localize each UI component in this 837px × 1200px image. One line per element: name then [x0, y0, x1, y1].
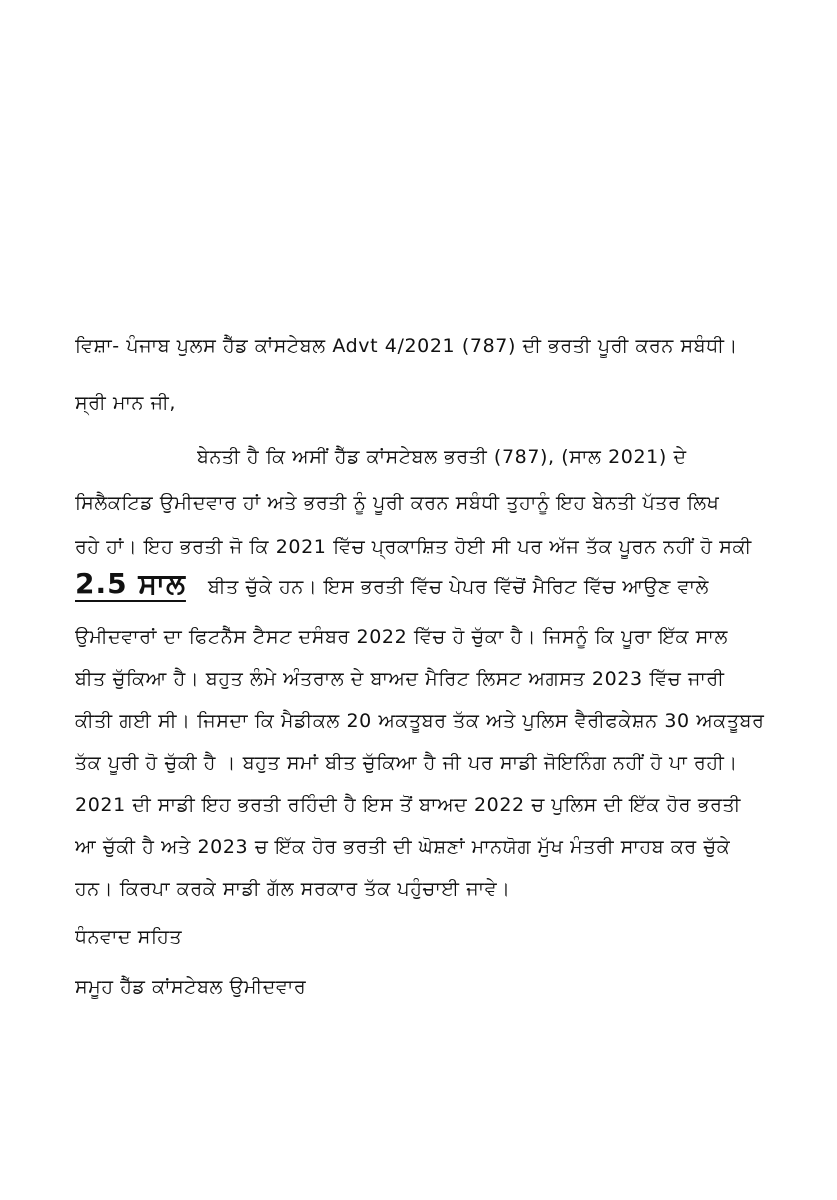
body-line-3: ਰਹੇ ਹਾਂ। ਇਹ ਭਰਤੀ ਜੋ ਕਿ 2021 ਵਿੱਚ ਪ੍ਰਕਾਸ਼ਿਤ ਹੋਈ ਸੀ ਪਰ ਅੱਜ ਤੱਕ ਪੂਰਨ ਨਹੀਂ ਹੋ ਸਕੀ: [75, 536, 752, 558]
body-line-9: 2021 ਦੀ ਸਾਡੀ ਇਹ ਭਰਤੀ ਰਹਿੰਦੀ ਹੈ ਇਸ ਤੋਂ ਬਾਅਦ 2022 ਚ ਪੁਲਿਸ ਦੀ ਇੱਕ ਹੋਰ ਭਰਤੀ: [75, 794, 741, 816]
closing: ਧੰਨਵਾਦ ਸਹਿਤ: [75, 926, 183, 948]
body-line-1: ਬੇਨਤੀ ਹੈ ਕਿ ਅਸੀਂ ਹੈੱਡ ਕਾਂਸਟੇਬਲ ਭਰਤੀ (787), (ਸਾਲ 2021) ਦੇ: [197, 446, 687, 468]
body-line-8: ਤੱਕ ਪੂਰੀ ਹੋ ਚੁੱਕੀ ਹੈ । ਬਹੁਤ ਸਮਾਂ ਬੀਤ ਚੁੱਕਿਆ ਹੈ ਜੀ ਪਰ ਸਾਡੀ ਜੋਇਨਿੰਗ ਨਹੀਂ ਹੋ ਪਾ ਰਹੀ।: [75, 752, 738, 774]
body-line-11: ਹਨ। ਕਿਰਪਾ ਕਰਕੇ ਸਾਡੀ ਗੱਲ ਸਰਕਾਰ ਤੱਕ ਪਹੁੰਚਾਈ ਜਾਵੇ।: [75, 878, 511, 900]
highlight-duration: 2.5 ਸਾਲ: [75, 567, 186, 600]
body-line-4-text: ਬੀਤ ਚੁੱਕੇ ਹਨ। ਇਸ ਭਰਤੀ ਵਿੱਚ ਪੇਪਰ ਵਿੱਚੋਂ ਮੈਰਿਟ ਵਿੱਚ ਆਉਣ ਵਾਲੇ: [207, 576, 709, 598]
subject-line: ਵਿਸ਼ਾ- ਪੰਜਾਬ ਪੁਲਸ ਹੈੱਡ ਕਾਂਸਟੇਬਲ Advt 4/2021 (787) ਦੀ ਭਰਤੀ ਪੂਰੀ ਕਰਨ ਸਬੰਧੀ।: [75, 335, 738, 357]
body-line-2: ਸਿਲੈਕਟਿਡ ਉਮੀਦਵਾਰ ਹਾਂ ਅਤੇ ਭਰਤੀ ਨੂੰ ਪੂਰੀ ਕਰਨ ਸਬੰਧੀ ਤੁਹਾਨੂੰ ਇਹ ਬੇਨਤੀ ਪੱਤਰ ਲਿਖ: [75, 492, 720, 514]
body-line-4: [75, 564, 765, 604]
body-line-7: ਕੀਤੀ ਗਈ ਸੀ। ਜਿਸਦਾ ਕਿ ਮੈਡੀਕਲ 20 ਅਕਤੂਬਰ ਤੱਕ ਅਤੇ ਪੁਲਿਸ ਵੈਰੀਫਕੇਸ਼ਨ 30 ਅਕਤੂਬਰ: [75, 710, 765, 732]
body-line-6: ਬੀਤ ਚੁੱਕਿਆ ਹੈ। ਬਹੁਤ ਲੰਮੇ ਅੰਤਰਾਲ ਦੇ ਬਾਅਦ ਮੈਰਿਟ ਲਿਸਟ ਅਗਸਤ 2023 ਵਿੱਚ ਜਾਰੀ: [75, 668, 725, 690]
signature: ਸਮੂਹ ਹੈੱਡ ਕਾਂਸਟੇਬਲ ਉਮੀਦਵਾਰ: [75, 976, 307, 998]
body-line-5: ਉਮੀਦਵਾਰਾਂ ਦਾ ਫਿਟਨੈੱਸ ਟੈਸਟ ਦਸੰਬਰ 2022 ਵਿੱਚ ਹੋ ਚੁੱਕਾ ਹੈ। ਜਿਸਨੂੰ ਕਿ ਪੂਰਾ ਇੱਕ ਸਾਲ: [75, 626, 728, 648]
salutation: ਸ੍ਰੀ ਮਾਨ ਜੀ,: [75, 392, 177, 414]
body-line-10: ਆ ਚੁੱਕੀ ਹੈ ਅਤੇ 2023 ਚ ਇੱਕ ਹੋਰ ਭਰਤੀ ਦੀ ਘੋਸ਼ਣਾਂ ਮਾਨਯੋਗ ਮੁੱਖ ਮੰਤਰੀ ਸਾਹਬ ਕਰ ਚੁੱਕੇ: [75, 836, 731, 858]
